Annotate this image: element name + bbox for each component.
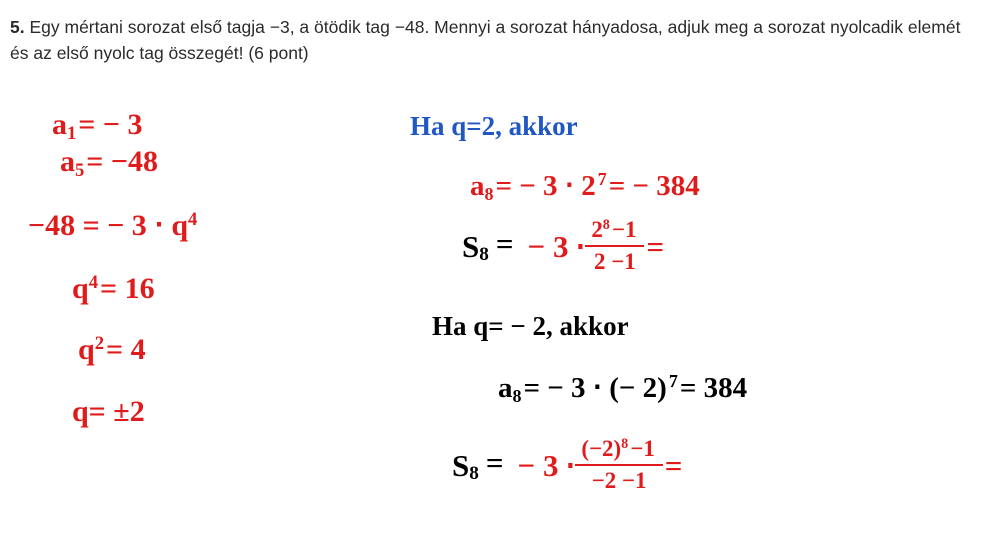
case2-s8-dot: ⋅ — [565, 448, 576, 484]
case1-s8-fraction — [585, 217, 644, 276]
case2-s8-fraction — [575, 436, 662, 495]
a1-index: 1 — [67, 123, 77, 145]
case2-s8-coefficient: − 3 — [517, 448, 559, 484]
case2-s8-numerator-exponent: 8 — [621, 436, 629, 453]
q2-base: q — [78, 333, 95, 367]
case2-a8-result: = 384 — [679, 372, 748, 404]
q4-base: q — [72, 272, 89, 306]
a5-relation: = −48 — [86, 145, 158, 178]
a5-index: 5 — [75, 160, 85, 182]
case2-heading: Ha q= − 2, akkor — [432, 311, 629, 341]
equation-minus48-lhs: −48 = − 3 ⋅ q — [28, 209, 189, 242]
case2-s8-numerator-base: (−2) — [581, 436, 622, 462]
case2-s8-numerator — [575, 436, 662, 463]
case1-a8-label: a — [470, 170, 485, 202]
a1-label: a — [52, 108, 67, 141]
case1-a8-equation — [470, 168, 702, 205]
fraction-bar — [585, 245, 644, 247]
equation-minus48 — [28, 208, 197, 243]
equation-minus48-exponent: 4 — [188, 208, 198, 230]
case1-a8-result: = − 384 — [608, 170, 700, 202]
equation-a1 — [52, 108, 145, 145]
case1-a8-rhs: = − 3 ⋅ 2 — [495, 170, 596, 202]
case2-a8-index: 8 — [512, 386, 522, 407]
case1-s8-numerator-tail: −1 — [611, 217, 637, 243]
case1-s8-equation — [462, 218, 666, 277]
equation-q-final: q= ±2 — [72, 395, 145, 428]
case2-s8-numerator-tail: −1 — [630, 436, 655, 462]
case2-a8-exponent: 7 — [668, 371, 678, 392]
case2-s8-denominator: −2 −1 — [591, 468, 647, 494]
case2-s8-label: S — [452, 448, 470, 484]
equation-q4 — [72, 272, 157, 306]
case2-s8-equals: = — [485, 445, 504, 481]
problem-number: 5. — [10, 17, 25, 37]
a5-label: a — [60, 145, 75, 178]
case1-s8-numerator-exponent: 8 — [602, 217, 610, 234]
q4-value: = 16 — [99, 272, 155, 306]
case1-s8-equals: = — [495, 226, 514, 262]
case1-s8-denominator: 2 −1 — [594, 249, 636, 275]
case2-s8-equation — [452, 437, 684, 496]
case1-s8-numerator — [585, 217, 644, 244]
case1-a8-exponent: 7 — [597, 169, 607, 190]
q4-exponent: 4 — [88, 272, 98, 293]
case2-s8-trailing: = — [664, 448, 683, 484]
case2-a8-equation — [498, 370, 749, 407]
case1-s8-index: 8 — [479, 243, 489, 265]
q2-exponent: 2 — [94, 333, 104, 354]
equation-a5 — [60, 145, 160, 182]
case1-heading: Ha q=2, akkor — [410, 111, 578, 141]
problem-text: Egy mértani sorozat első tagja −3, a ötödik tag −48. Mennyi a sorozat hányadosa, adjuk meg a sorozat nyolcadik elemét és az első nyolc tag összegét! (6 pont) — [10, 17, 961, 64]
q2-value: = 4 — [105, 333, 146, 367]
case2-a8-rhs: = − 3 ⋅ (− 2) — [523, 372, 667, 404]
equation-q2 — [78, 333, 148, 367]
case1-s8-dot: ⋅ — [575, 229, 586, 265]
case1-s8-coefficient: − 3 — [527, 229, 569, 265]
case1-s8-numerator-base: 2 — [591, 217, 603, 243]
case1-s8-label: S — [462, 229, 480, 265]
case1-s8-trailing: = — [646, 229, 665, 265]
case1-a8-index: 8 — [484, 184, 494, 205]
a1-relation: = − 3 — [78, 108, 143, 141]
fraction-bar — [575, 464, 662, 466]
problem-statement — [10, 14, 970, 67]
case2-s8-index: 8 — [469, 462, 479, 484]
case2-a8-label: a — [498, 372, 513, 404]
